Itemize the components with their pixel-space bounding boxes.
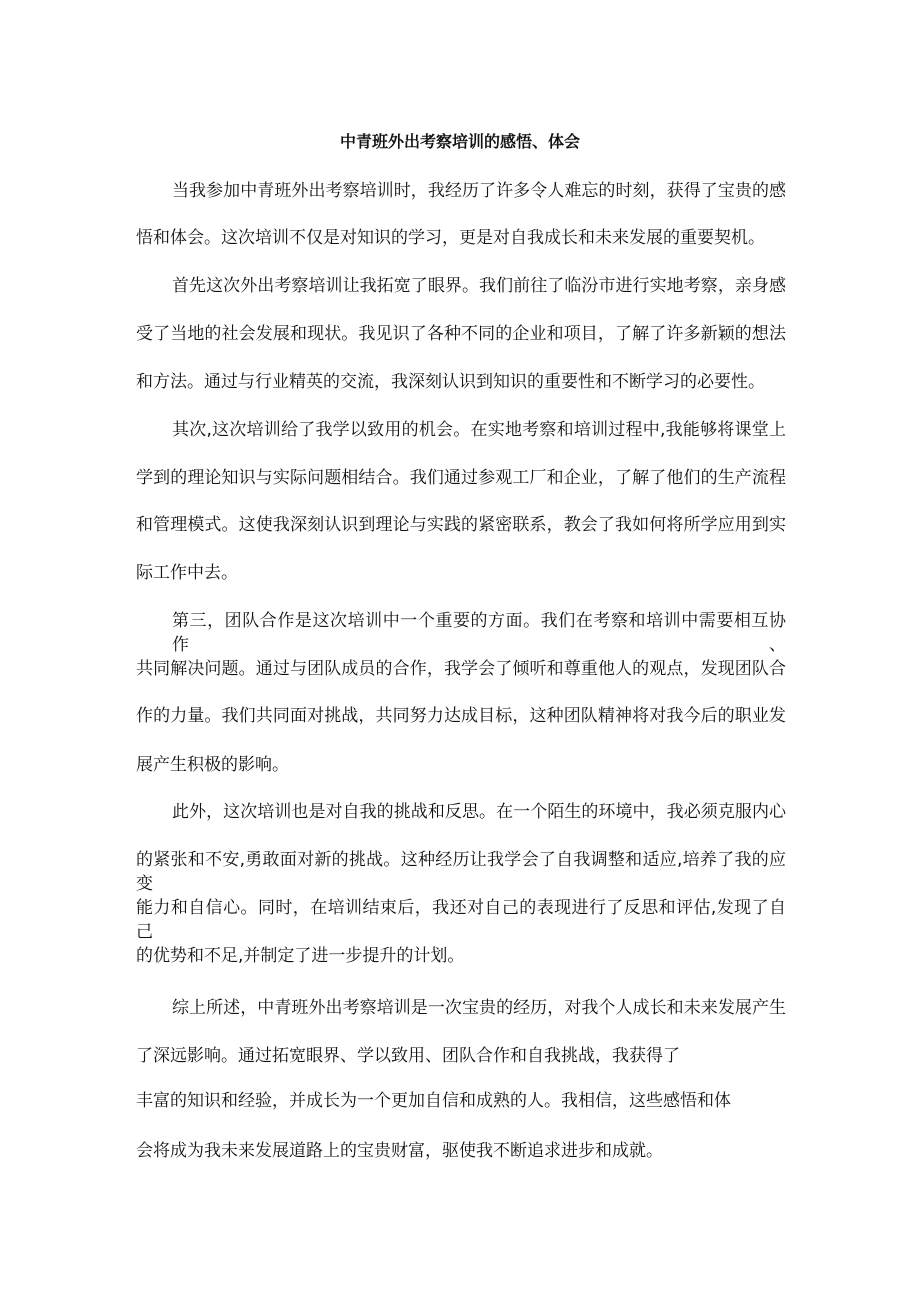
paragraph-line: 共同解决问题。通过与团队成员的合作，我学会了倾听和尊重他人的观点，发现团队合: [136, 659, 786, 679]
paragraph-line: 首先这次外出考察培训让我拓宽了眼界。我们前往了临汾市进行实地考察，亲身感: [172, 276, 786, 296]
paragraph-line: 际工作中去。: [136, 563, 238, 583]
paragraph-line: 当我参加中青班外出考察培训时，我经历了许多令人难忘的时刻，获得了宝贵的感: [172, 181, 786, 201]
paragraph-line: 受了当地的社会发展和现状。我见识了各种不同的企业和项目，了解了许多新颖的想法: [136, 324, 786, 344]
paragraph-line: 展产生积极的影响。: [136, 755, 289, 775]
paragraph-line: 丰富的知识和经验，并成长为一个更加自信和成熟的人。我相信，这些感悟和体: [136, 1091, 731, 1111]
paragraph-line: 和方法。通过与行业精英的交流，我深刻认识到知识的重要性和不断学习的必要性。: [136, 372, 765, 392]
paragraph-line: 的紧张和不安,勇敢面对新的挑战。这种经历让我学会了自我调整和适应,培养了我的应变: [136, 850, 786, 894]
paragraph-line: 悟和体会。这次培训不仅是对知识的学习，更是对自我成长和未来发展的重要契机。: [136, 228, 765, 248]
document-title: 中青班外出考察培训的感悟、体会: [339, 132, 580, 151]
paragraph-line: 第三，团队合作是这次培训中一个重要的方面。我们在考察和培训中需要相互协作、: [172, 611, 786, 655]
paragraph-line: 其次,这次培训给了我学以致用的机会。在实地考察和培训过程中,我能够将课堂上: [172, 420, 786, 440]
paragraph-line: 此外，这次培训也是对自我的挑战和反思。在一个陌生的环境中，我必须克服内心: [172, 802, 786, 822]
paragraph-line: 综上所述，中青班外出考察培训是一次宝贵的经历，对我个人成长和未来发展产生: [172, 998, 786, 1018]
paragraph-line: 作的力量。我们共同面对挑战，共同努力达成目标，这种团队精神将对我今后的职业发: [136, 706, 786, 726]
paragraph-line: 和管理模式。这使我深刻认识到理论与实践的紧密联系，教会了我如何将所学应用到实: [136, 515, 786, 535]
paragraph-line: 了深远影响。通过拓宽眼界、学以致用、团队合作和自我挑战，我获得了: [136, 1046, 680, 1066]
paragraph-line: 学到的理论知识与实际问题相结合。我们通过参观工厂和企业，了解了他们的生产流程: [136, 468, 786, 488]
paragraph-line: 的优势和不足,并制定了进一步提升的计划。: [136, 946, 465, 966]
paragraph-line: 能力和自信心。同时，在培训结束后，我还对自己的表现进行了反思和评估,发现了自己: [136, 898, 786, 942]
paragraph-line: 会将成为我未来发展道路上的宝贵财富，驱使我不断追求进步和成就。: [136, 1141, 663, 1161]
